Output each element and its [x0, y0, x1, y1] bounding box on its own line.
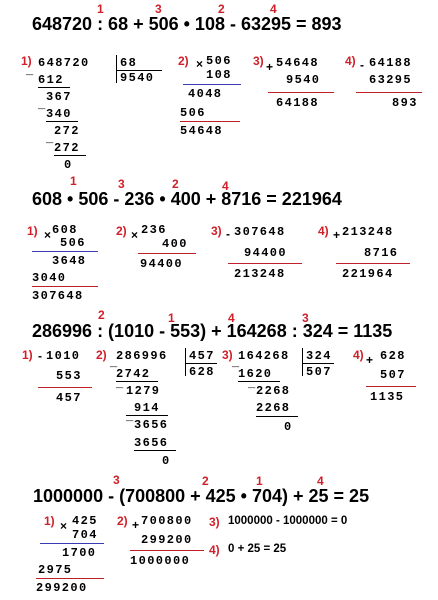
- order-mark: 1: [168, 311, 175, 325]
- partial-product: 2975: [38, 563, 73, 577]
- order-mark: 1: [97, 2, 104, 16]
- operation-sign: -: [360, 58, 364, 72]
- underline: [32, 286, 98, 287]
- result: 64188: [276, 96, 320, 110]
- quotient: 507: [306, 365, 332, 379]
- operand-a: 700800: [141, 514, 193, 528]
- underline: [134, 450, 176, 451]
- operation-sign: ×: [131, 228, 139, 242]
- order-mark: 3: [113, 473, 120, 487]
- step-text: 0 + 25 = 25: [228, 543, 287, 555]
- minus-sign: _: [38, 98, 47, 112]
- minus-sign: _: [110, 356, 119, 370]
- operation-sign: ×: [196, 57, 204, 71]
- step-label: 3): [209, 515, 220, 529]
- underline: [268, 92, 334, 93]
- remainder-row: 1620: [238, 367, 273, 381]
- remainder-row: 612: [38, 73, 64, 87]
- partial-product: 1700: [62, 546, 97, 560]
- result: 213248: [234, 267, 286, 281]
- result: 307648: [32, 289, 84, 303]
- order-mark: 3: [155, 2, 162, 16]
- step-label: 2): [117, 514, 128, 528]
- result: 54648: [180, 124, 224, 138]
- underline: [40, 543, 104, 544]
- minus-sign: _: [26, 64, 35, 78]
- step-label: 2): [178, 54, 189, 68]
- underline: [238, 381, 280, 382]
- division-bracket: [116, 55, 117, 83]
- step-label: 1): [44, 514, 55, 528]
- order-mark: 4: [228, 311, 235, 325]
- step-label: 1): [21, 54, 32, 68]
- remainder-row: 340: [46, 107, 72, 121]
- quotient: 9540: [120, 71, 155, 85]
- result: 221964: [342, 267, 394, 281]
- operand-a: 425: [72, 514, 98, 528]
- step-label: 4): [345, 54, 356, 68]
- dividend: 164268: [238, 349, 290, 363]
- operand-b: 8716: [364, 246, 399, 260]
- minus-sign: _: [232, 356, 241, 370]
- step-label: 3): [222, 348, 233, 362]
- operand-b: 400: [162, 237, 188, 251]
- step-label: 3): [211, 224, 222, 238]
- operand-b: 9540: [286, 73, 321, 87]
- remainder-row: 2742: [116, 367, 151, 381]
- underline: [366, 386, 416, 387]
- divisor: 324: [306, 349, 332, 363]
- partial-product: 4048: [188, 87, 223, 101]
- order-mark: 1: [256, 474, 263, 488]
- operand-b: 507: [380, 368, 406, 382]
- quotient: 628: [189, 365, 215, 379]
- operand-a: 628: [380, 349, 406, 363]
- operand-a: 1010: [46, 349, 81, 363]
- order-mark: 2: [98, 308, 105, 322]
- result: 1135: [370, 390, 405, 404]
- step-label: 2): [116, 224, 127, 238]
- operand-b: 108: [206, 68, 232, 82]
- order-mark: 2: [218, 2, 225, 16]
- remainder-row: 1279: [126, 384, 161, 398]
- division-bracket: [185, 348, 186, 376]
- result: 457: [56, 391, 82, 405]
- division-line: [302, 363, 334, 364]
- operand-a: 307648: [234, 225, 286, 239]
- step-label: 1): [27, 224, 38, 238]
- dividend: 286996: [116, 349, 168, 363]
- underline: [356, 92, 422, 93]
- operand-b: 704: [72, 528, 98, 542]
- remainder-row: 2268: [256, 384, 291, 398]
- step-label: 4): [353, 348, 364, 362]
- operand-b: 94400: [244, 246, 288, 260]
- underline: [336, 263, 410, 264]
- underline: [36, 578, 104, 579]
- operation-sign: -: [226, 227, 230, 241]
- divisor: 68: [120, 56, 138, 70]
- minus-sign: _: [46, 132, 55, 146]
- division-bracket: [302, 348, 303, 376]
- remainder-row: 0: [284, 420, 293, 434]
- order-mark: 3: [118, 177, 125, 191]
- operand-a: 608: [52, 223, 78, 237]
- operation-sign: ×: [60, 519, 68, 533]
- remainder-row: 2268: [256, 401, 291, 415]
- operation-sign: -: [38, 349, 42, 363]
- step-label: 2): [96, 348, 107, 362]
- operand-b: 553: [56, 369, 82, 383]
- operand-b: 506: [60, 236, 86, 250]
- remainder-row: 914: [134, 401, 160, 415]
- remainder-row: 0: [162, 454, 171, 468]
- operation-sign: ×: [44, 228, 52, 242]
- operand-b: 63295: [369, 73, 413, 87]
- underline: [256, 416, 298, 417]
- minus-sign: _: [116, 377, 125, 391]
- step-text: 1000000 - 1000000 = 0: [228, 515, 348, 527]
- operation-sign: +: [266, 60, 274, 74]
- operand-a: 64188: [369, 56, 413, 70]
- step-label: 4): [318, 224, 329, 238]
- result: 893: [392, 96, 418, 110]
- remainder-row: 367: [46, 90, 72, 104]
- minus-sign: _: [126, 410, 135, 424]
- operand-a: 213248: [342, 225, 394, 239]
- operand-a: 506: [206, 54, 232, 68]
- remainder-row: 272: [54, 124, 80, 138]
- remainder-row: 272: [54, 141, 80, 155]
- underline: [180, 121, 240, 122]
- partial-product: 3040: [32, 271, 67, 285]
- underline: [130, 550, 204, 551]
- partial-product: 3648: [52, 254, 87, 268]
- order-mark: 3: [302, 311, 309, 325]
- result: 94400: [140, 257, 184, 271]
- dividend: 648720: [38, 56, 90, 70]
- equation: 286996 : (1010 - 553) + 164268 : 324 = 1135: [32, 321, 393, 341]
- order-mark: 4: [317, 474, 324, 488]
- operation-sign: +: [132, 518, 140, 532]
- equation: 648720 : 68 + 506 • 108 - 63295 = 893: [32, 14, 342, 34]
- minus-sign: _: [248, 377, 257, 391]
- underline: [38, 87, 70, 88]
- step-label: 1): [22, 348, 33, 362]
- underline: [46, 121, 78, 122]
- remainder-row: 3656: [134, 436, 169, 450]
- underline: [228, 263, 302, 264]
- divisor: 457: [189, 349, 215, 363]
- order-mark: 2: [172, 177, 179, 191]
- order-mark: 1: [70, 174, 77, 188]
- order-mark: 4: [270, 2, 277, 16]
- step-label: 3): [253, 54, 264, 68]
- operation-sign: +: [333, 228, 341, 242]
- underline: [54, 155, 86, 156]
- underline: [38, 387, 92, 388]
- result: 1000000: [130, 554, 191, 568]
- order-mark: 2: [202, 474, 209, 488]
- operation-sign: +: [366, 353, 374, 367]
- division-line: [185, 363, 217, 364]
- partial-product: 506: [180, 106, 206, 120]
- step-label: 4): [209, 543, 220, 557]
- equation: 1000000 - (700800 + 425 • 704) + 25 = 25: [33, 486, 370, 506]
- equation: 608 • 506 - 236 • 400 + 8716 = 221964: [32, 189, 342, 209]
- underline: [138, 253, 196, 254]
- underline: [32, 251, 98, 252]
- underline: [183, 84, 241, 85]
- remainder-row: 0: [64, 158, 73, 172]
- order-mark: 4: [222, 179, 229, 193]
- operand-b: 299200: [141, 533, 193, 547]
- result: 299200: [36, 581, 88, 595]
- operand-a: 236: [141, 223, 167, 237]
- remainder-row: 3656: [134, 418, 169, 432]
- operand-a: 54648: [276, 56, 320, 70]
